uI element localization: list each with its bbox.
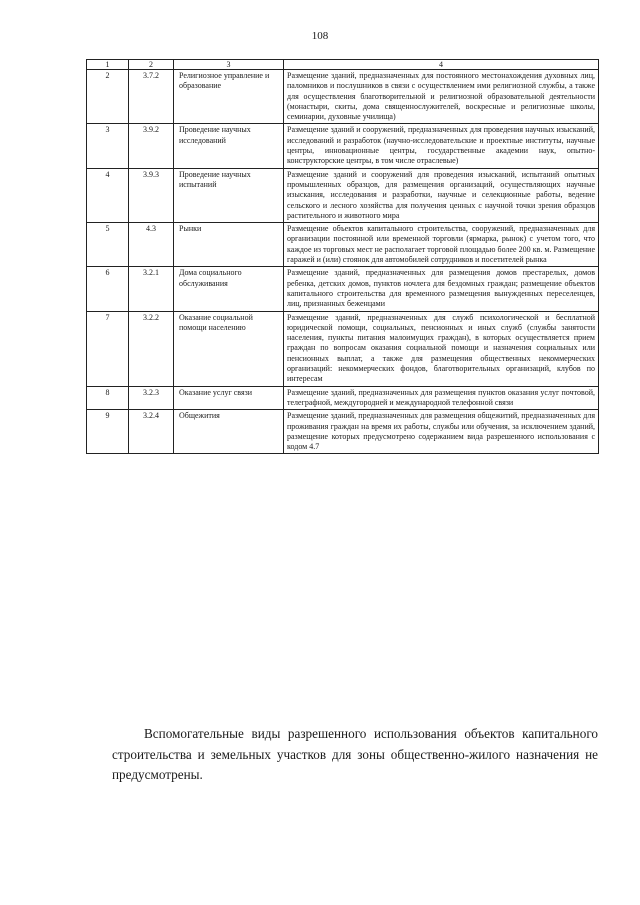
use-description: Размещение зданий и сооружений, предназначенных для проведения научных изысканий, исследований и разработок (научно-исследовательские и проектные институты, научные центры, инновационные центры, государственные академии наук, опытно-конструкторские центры, в том числе отраслевые) [284,124,599,168]
table-header-cell: 1 [87,60,129,70]
row-number: 7 [87,311,129,386]
use-code: 3.2.3 [129,386,174,410]
table-row [87,267,599,311]
use-description: Размещение зданий, предназначенных для размещения пунктов оказания услуг почтовой, телеграфной, междугородней и международной телефонной связи [284,386,599,410]
use-description: Размещение зданий, предназначенных для размещения общежитий, предназначенных для проживания граждан на время их работы, службы или обучения, за исключением зданий, размещение которых предусмотрено содержанием вида разрешенного использования с кодом 4.7 [284,410,599,454]
row-number: 8 [87,386,129,410]
use-name: Общежития [174,410,284,454]
row-number: 3 [87,124,129,168]
table-row [87,124,599,168]
use-code: 3.9.2 [129,124,174,168]
row-number: 2 [87,70,129,124]
table-header-cell: 2 [129,60,174,70]
land-use-table [86,59,599,454]
table-row [87,386,599,410]
table-row [87,223,599,267]
use-description: Размещение зданий, предназначенных для служб психологической и бесплатной юридической помощи, социальных, пенсионных и иных служб (службы занятости населения, пункты питания малоимущих граждан), в которых осуществляется прием граждан по вопросам оказания социальной помощи и назначения социальных или пенсионных выплат, а также для размещения общественных некоммерческих организаций: некоммерческих фондов, благотворительных организаций, клубов по интересам [284,311,599,386]
use-code: 3.2.1 [129,267,174,311]
use-code: 3.9.3 [129,168,174,222]
use-description: Размещение зданий, предназначенных для постоянного местонахождения духовных лиц, паломников и послушников в связи с осуществлением ими религиозной службы, а также для осуществления благотворительной и религиозной образовательной деятельности (монастыри, скиты, дома священнослужителей, воскресные и религиозные школы, семинарии, духовные училища) [284,70,599,124]
row-number: 4 [87,168,129,222]
table-row [87,311,599,386]
use-name: Оказание социальной помощи населению [174,311,284,386]
use-description: Размещение зданий и сооружений для проведения изысканий, испытаний опытных промышленных образцов, для размещения организаций, осуществляющих научные изыскания, исследования и разработки, научные и селекционные работы, ведение сельского и лесного хозяйства для получения ценных с научной точки зрения образцов растительного и животного мира [284,168,599,222]
row-number: 5 [87,223,129,267]
row-number: 9 [87,410,129,454]
use-code: 3.2.4 [129,410,174,454]
use-name: Рынки [174,223,284,267]
use-code: 3.7.2 [129,70,174,124]
auxiliary-uses-note: Вспомогательные виды разрешенного использования объектов капитального строительства и земельных участков для зоны общественно-жилого назначения не предусмотрены. [112,726,598,783]
use-name: Проведение научных испытаний [174,168,284,222]
use-name: Проведение научных исследований [174,124,284,168]
table-row [87,70,599,124]
table-header-row [87,60,599,70]
use-description: Размещение зданий, предназначенных для размещения домов престарелых, домов ребенка, детских домов, пунктов ночлега для бездомных граждан; размещение объектов капитального строительства для временного размещения вынужденных переселенцев, лиц, признанных беженцами [284,267,599,311]
row-number: 6 [87,267,129,311]
page-number: 108 [311,30,329,42]
use-code: 3.2.2 [129,311,174,386]
use-code: 4.3 [129,223,174,267]
use-name: Оказание услуг связи [174,386,284,410]
table-header-cell: 3 [174,60,284,70]
use-name: Религиозное управление и образование [174,70,284,124]
table-row [87,410,599,454]
use-name: Дома социального обслуживания [174,267,284,311]
table-row [87,168,599,222]
use-description: Размещение объектов капитального строительства, сооружений, предназначенных для организации постоянной или временной торговли (ярмарка, рынок) с учетом того, что каждое из торговых мест не располагает торговой площадью более 200 кв. м. Размещение гаражей и (или) стоянок для автомобилей сотрудников и посетителей рынка [284,223,599,267]
table-header-cell: 4 [284,60,599,70]
